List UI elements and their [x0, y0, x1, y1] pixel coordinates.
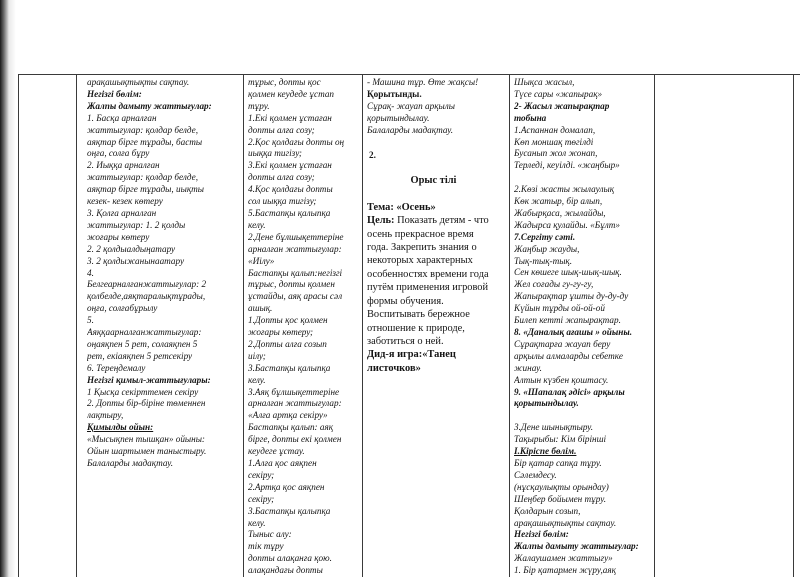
- text-line: кезек- кезек көтеру: [87, 196, 163, 207]
- text-line: 2.Допты алға созып: [248, 338, 327, 349]
- text-line: 1.Екі қолмен ұстаған: [248, 112, 332, 123]
- text-line: І.Кіріспе бөлім.: [514, 446, 577, 457]
- text-line: арақашықтықты сақтау.: [87, 77, 190, 87]
- text-line: Бастапқы қалып:негізгі: [248, 267, 343, 278]
- text-line: қорытындылау.: [514, 398, 579, 409]
- text-line: допты алақанға қою.: [248, 553, 332, 564]
- col3-goal-block: [367, 214, 508, 375]
- goal-text: Показать детям - что: [394, 215, 489, 227]
- subject-title: Орыс тілі: [410, 175, 457, 187]
- text-line: Көп моншақ төгілді: [514, 136, 594, 147]
- text-line: Шықса жасыл,: [514, 77, 575, 87]
- text-line: жаттығулар: 1. 2 қолды: [87, 219, 186, 230]
- text-line: 1 Қысқа секірттемен секіру: [87, 386, 199, 397]
- text-line: тұрыс, допты қолмен: [248, 279, 335, 290]
- text-line: аяқтар бірге тұрады, басты: [87, 136, 203, 147]
- text-line: (нұсқаулықты орындау): [514, 481, 609, 492]
- blank-line: [514, 172, 653, 184]
- text-line: жоғары көтеру: [87, 231, 150, 242]
- text-line: 2. Допты бір-біріне төменнен: [87, 398, 206, 409]
- text-line: келу.: [248, 219, 266, 230]
- text-line: рет, екіаяқпен 5 ретсекіру: [87, 350, 193, 361]
- text-line: 5.Бастапқы қалыпқа: [248, 207, 331, 218]
- text-line: ұстайды, аяқ арасы сәл: [248, 291, 343, 302]
- goal-label: Цель:: [367, 215, 395, 227]
- text-line: Негізгі қимыл-жаттығулары:: [87, 374, 211, 385]
- text-line: Бір қатар сапқа тұру.: [514, 457, 602, 468]
- text-line: Сәлемдесу.: [514, 469, 557, 480]
- text-line: тік тұру: [248, 541, 284, 552]
- text-line: 1.Аспаннан домалап,: [514, 124, 596, 135]
- table-border-right: [793, 74, 794, 577]
- text-line: арналған жаттығулар:: [248, 398, 342, 409]
- cell-col3: [367, 77, 508, 577]
- text-line: заботиться о ней.: [367, 335, 444, 347]
- text-line: 1.Алға қос аяқпен: [248, 458, 317, 468]
- text-line: Түсе сары «жапырақ»: [514, 88, 603, 99]
- text-line: кеудеге ұстау.: [248, 446, 305, 457]
- text-line: Көк жатыр, бір алып,: [514, 196, 603, 207]
- text-line: Бусанып жол жонап,: [514, 148, 598, 159]
- text-line: 4.: [87, 267, 94, 278]
- text-line: года. Закрепить знания о: [367, 242, 477, 254]
- text-line: 3. Қолға арналған: [87, 207, 157, 218]
- text-line: 3. 2 қолдыжанынаатару: [87, 255, 185, 266]
- text-line: Алтын күзбен қоштасу.: [514, 374, 609, 385]
- text-line: 3.Дене шынықтыру.: [514, 422, 594, 433]
- table-border-col4: [509, 74, 510, 577]
- text-line: 3.Бастапқы қалыпқа: [248, 505, 331, 516]
- text-line: [367, 214, 508, 227]
- text-line: оңға, солғабұрылу: [87, 303, 158, 314]
- text-line: Қорытынды.: [367, 88, 422, 99]
- text-line: Жел соғады гу-гу-гу,: [514, 279, 594, 290]
- text-line: Ойын шартымен таныстыру.: [87, 446, 207, 457]
- text-line: 3.Екі қолмен ұстаған: [248, 160, 332, 171]
- text-line: 2.Көзі жасты жылаулық: [514, 184, 614, 195]
- lesson-number: 2.: [369, 149, 376, 160]
- text-line: ашық.: [248, 303, 273, 314]
- text-line: жаттығулар: қолдар белде,: [87, 124, 198, 135]
- text-line: тұрыс, допты қос: [248, 77, 321, 87]
- text-line: - Машина тұр. Өте жақсы!: [367, 77, 479, 87]
- text-line: отношение к природе,: [367, 322, 465, 334]
- text-line: оңға, солға бұру: [87, 148, 150, 159]
- text-line: Билеп кетті жапырақтар.: [514, 315, 621, 326]
- table-border-col1: [76, 74, 77, 577]
- text-line: аяқтар бірге тұрады, иықты: [87, 184, 204, 195]
- text-line: Жаңбыр жауды,: [514, 243, 580, 254]
- text-line: жаттығулар: қолдар белде,: [87, 172, 198, 183]
- text-line: Воспитывать бережное: [367, 309, 470, 321]
- text-line: 3.Бастапқы қалыпқа: [248, 362, 331, 373]
- text-line: қолбелде,аяқтаралықтұрады,: [87, 291, 206, 302]
- text-line: «Алға артқа секіру»: [248, 410, 328, 421]
- text-line: 4.Қос қолдағы допты: [248, 184, 333, 195]
- text-line: Шеңбер бойымен тұру.: [514, 493, 607, 504]
- text-line: Күйын тұрды ой-ой-ой: [514, 303, 605, 314]
- topic-title: Тема: «Осень»: [367, 201, 436, 213]
- text-line: Тыныс алу:: [248, 529, 292, 540]
- text-line: Сұрақ- жауап арқылы: [367, 100, 455, 111]
- table-border-col3: [362, 74, 363, 577]
- text-line: «Мысықпен тышқан» ойыны:: [87, 434, 205, 445]
- text-line: Балаларды мадақтау.: [87, 458, 174, 468]
- text-line: арналған жаттығулар:: [248, 243, 342, 254]
- text-line: Жалпы дамыту жаттығулар:: [514, 541, 639, 552]
- text-line: особенностях времени года: [367, 268, 489, 280]
- table-border-col5: [654, 74, 655, 577]
- text-line: некоторых характерных: [367, 255, 473, 267]
- text-line: Белгеарналғанжаттығулар: 2: [87, 279, 207, 290]
- text-line: Жалаушамен жаттығу»: [514, 553, 613, 564]
- text-line: 2.Қос қолдағы допты оң: [248, 136, 345, 147]
- text-line: Тық-тық-тық.: [514, 255, 573, 266]
- text-line: 6. Тереңдемалу: [87, 362, 146, 373]
- text-line: 8. «Даналық ағашы » ойыны.: [514, 327, 633, 338]
- text-line: 2- Жасыл жапырақтар: [514, 100, 610, 111]
- text-line: осень прекрасное время: [367, 228, 474, 240]
- text-line: иілу;: [248, 350, 266, 361]
- text-line: Негізгі бөлім:: [514, 529, 569, 540]
- text-line: «Иілу»: [248, 255, 275, 266]
- text-line: 2.Артқа қос аяқпен: [248, 481, 325, 492]
- table-top-border: [18, 74, 800, 75]
- text-line: допты алға созу;: [248, 172, 315, 183]
- text-line: путём применения игровой: [367, 282, 489, 294]
- text-line: Дид-я игра:«Танец: [367, 349, 456, 361]
- text-line: 1. Бір қатармен жүру,аяқ: [514, 565, 616, 576]
- text-line: Балаларды мадақтау.: [367, 124, 454, 135]
- text-line: қолмен кеудеде ұстап: [248, 88, 335, 99]
- text-line: жоғары көтеру;: [248, 327, 314, 338]
- text-line: келу.: [248, 374, 266, 385]
- text-line: 1. Басқа арналған: [87, 112, 157, 123]
- text-line: алақандағы допты: [248, 565, 323, 576]
- text-line: тобына: [514, 112, 547, 123]
- text-line: секіру;: [248, 493, 275, 504]
- text-line: Қимылды ойын:: [87, 422, 154, 433]
- text-line: листочков»: [367, 362, 421, 374]
- text-line: иыққа тигізу;: [248, 148, 302, 159]
- cell-col4: [514, 77, 653, 577]
- text-line: Сұрақтарға жауап беру: [514, 338, 611, 349]
- text-line: жинау.: [514, 362, 542, 373]
- text-line: оңаяқпен 5 рет, солаяқпен 5: [87, 338, 198, 349]
- text-line: 5.: [87, 315, 94, 326]
- text-line: формы обучения.: [367, 295, 444, 307]
- text-line: келу.: [248, 517, 266, 528]
- text-line: Аяққаарналғанжаттығулар:: [87, 327, 202, 338]
- text-line: Жапырақтар ұшты ду-ду-ду: [514, 291, 629, 302]
- text-line: 2.Дене бұлшықеттеріне: [248, 231, 344, 242]
- text-line: секіру;: [248, 469, 275, 480]
- text-line: бірге, допты екі қолмен: [248, 434, 342, 445]
- text-line: лақтыру,: [87, 410, 124, 421]
- text-line: Тақырыбы: Кім бірінші: [514, 434, 607, 445]
- text-line: 2. Иыққа арналған: [87, 160, 160, 171]
- text-line: тұру.: [248, 100, 270, 111]
- text-line: Жабырқаса, жылайды,: [514, 207, 606, 218]
- text-line: Сен көшеге шық-шық-шық.: [514, 267, 622, 278]
- text-line: Жадырса қулайды. «Бұлт»: [514, 219, 620, 230]
- text-line: Бастапқы қалып: аяқ: [248, 422, 334, 433]
- table-border-col2: [243, 74, 244, 577]
- table-border-left: [18, 74, 19, 577]
- text-line: сол иыққа тигізу;: [248, 196, 317, 207]
- col3-closing-block: [367, 77, 508, 137]
- text-line: 9. «Шапалақ әдісі» арқылы: [514, 386, 625, 397]
- cell-col1: [87, 77, 242, 577]
- text-line: Терледі, кеуілді. «жаңбыр»: [514, 160, 620, 171]
- text-line: 1.Допты қос қолмен: [248, 315, 328, 326]
- text-line: Негізгі бөлім:: [87, 88, 142, 99]
- text-line: қорытындылау.: [367, 112, 430, 123]
- blank-line: [514, 410, 653, 422]
- text-line: 2. 2 қолдыалдыңатару: [87, 243, 176, 254]
- text-line: 3.Аяқ бұлшықеттеріне: [248, 386, 340, 397]
- text-line: арқылы алмаларды себетке: [514, 350, 623, 361]
- text-line: 7.Сергіту сәті.: [514, 231, 576, 242]
- text-line: допты алға созу;: [248, 124, 315, 135]
- text-line: Жалпы дамыту жаттығулар:: [87, 100, 212, 111]
- text-line: арақашықтықты сақтау.: [514, 517, 617, 528]
- cell-col2: [246, 77, 361, 577]
- text-line: Қолдарын созып,: [514, 505, 581, 516]
